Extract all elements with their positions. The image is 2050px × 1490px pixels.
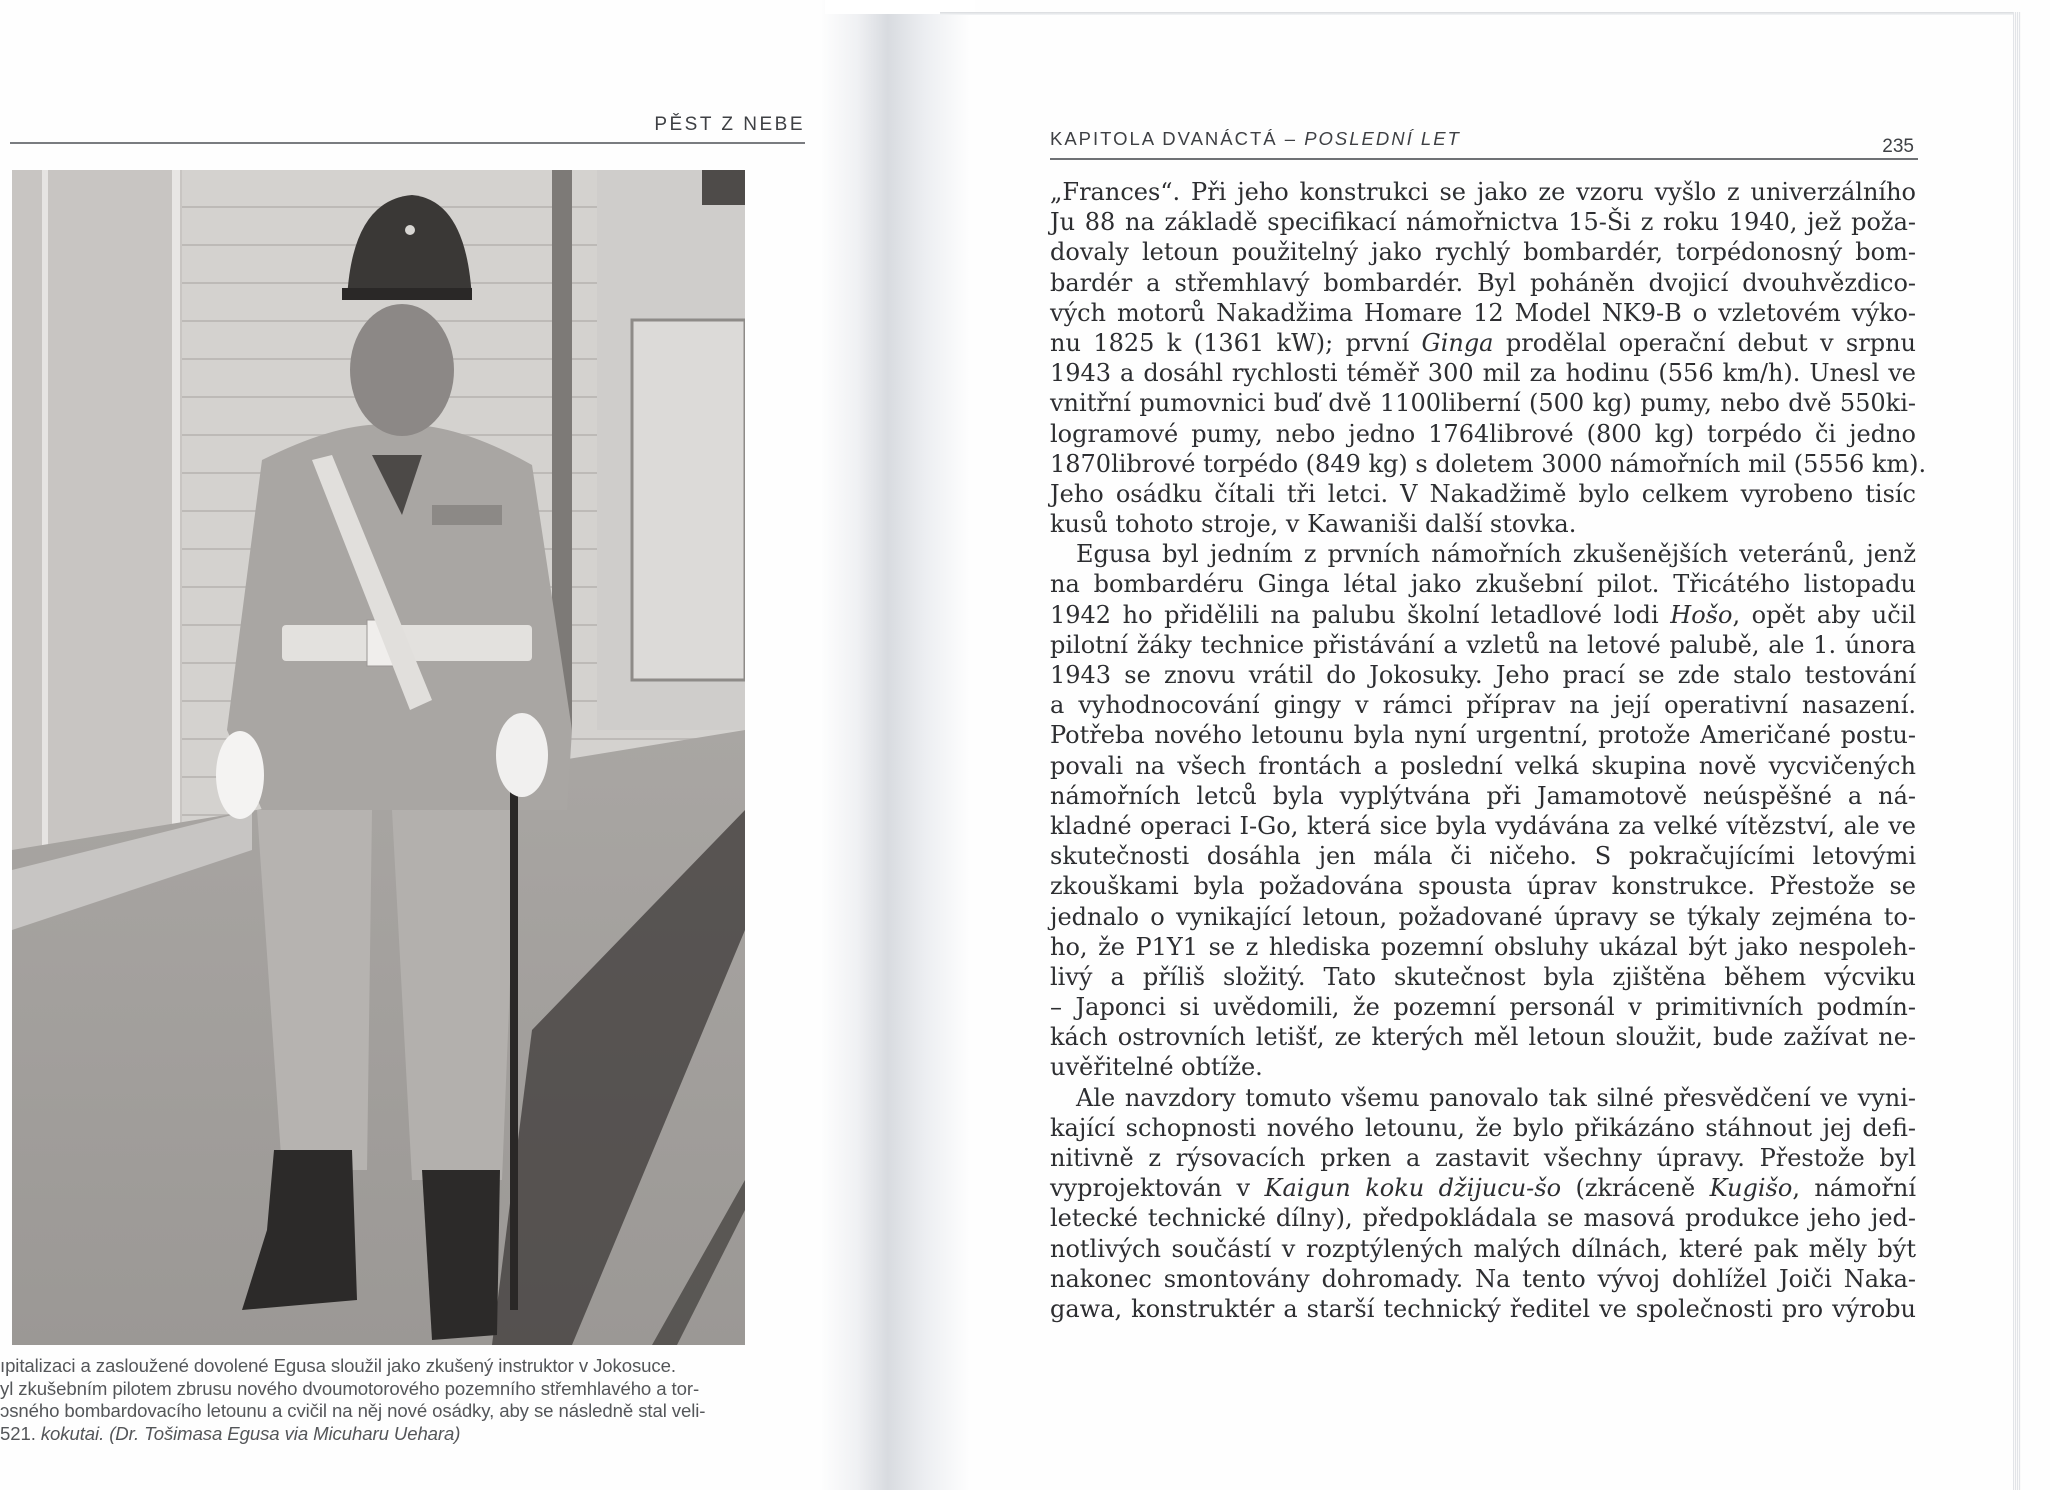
body-text — [1050, 177, 1927, 1324]
right-page-header — [1050, 120, 1918, 160]
text-line: Egusa byl jedním z prvních námořních zkušenějších veteránů, jenž — [1076, 540, 1916, 569]
text-line: Jeho osádku čítali tři letci. V Nakadžimě bylo celkem vyrobeno tisíc — [1050, 479, 1916, 508]
text-line: zkouškami byla požadována spousta úprav konstrukce. Přestože se — [1050, 872, 1916, 901]
text-line: povali na všech frontách a poslední velká skupina nově vycvičených — [1050, 751, 1916, 780]
text-line: kající schopnosti nového letounu, že bylo přikázáno stáhnout jej defi- — [1050, 1113, 1916, 1142]
text-line: 1942 ho přidělili na palubu školní letadlové lodi Hošo, opět aby učil — [1050, 600, 1916, 629]
text-line: kladné operaci I-Go, která sice byla vydávána za velké vítězství, ale ve — [1050, 811, 1916, 840]
text-line: kách ostrovních letišť, ze kterých měl letoun sloužit, bude zažívat ne- — [1050, 1023, 1916, 1052]
chapter-label: KAPITOLA DVANÁCTÁ – — [1050, 128, 1305, 149]
caption-prefix: 521. — [0, 1422, 41, 1444]
text-line: notlivých součástí v rozptýlených malých dílnách, které pak měly být — [1050, 1234, 1916, 1263]
text-line: dovaly letoun použitelný jako rychlý bombardér, torpédonosný bom- — [1050, 238, 1916, 267]
text-line: ho, že P1Y1 se z hlediska pozemní obsluhy ukázal být jako nespoleh- — [1050, 932, 1916, 961]
text-line: a vyhodnocování gingy v rámci příprav na její operativní nasazení. — [1050, 691, 1916, 720]
text-line: vých motorů Nakadžima Homare 12 Model NK9-B o vzletovém výko- — [1050, 298, 1916, 327]
text-line: Ju 88 na základě specifikací námořnictva 15-Ši z roku 1940, jež poža- — [1050, 208, 1916, 237]
text-line: skutečnosti dosáhla jen mála či ničeho. S pokračujícími letovými — [1050, 842, 1916, 871]
text-line: kusů tohoto stroje, v Kawaniši další stovka. — [1050, 510, 1577, 539]
text-line: gawa, konstruktér a starší technický ředitel ve společnosti pro výrobu — [1050, 1294, 1916, 1323]
text-line: pilotní žáky technice přistávání a vzletů na letové palubě, ale 1. února — [1050, 630, 1916, 659]
text-line: nakonec smontovány dohromady. Na tento vývoj dohlížel Joiči Naka- — [1050, 1264, 1916, 1293]
text-line: 1943 a dosáhl rychlosti téměř 300 mil za hodinu (556 km/h). Unesl ve — [1050, 359, 1916, 388]
text-line: námořních letců byla vyplýtvána při Jamamotově neúspěšné a ná- — [1050, 781, 1916, 810]
text-line: livý a příliš složitý. Tato skutečnost byla zjištěna během výcviku — [1050, 962, 1916, 991]
caption-line: yl zkušebním pilotem zbrusu nového dvoumotorového pozemního střemhlavého a tor- — [0, 1377, 700, 1399]
caption-credit: kokutai. (Dr. Tošimasa Egusa via Micuharu Uehara) — [40, 1422, 461, 1444]
chapter-title — [1050, 128, 1461, 150]
text-line: nu 1825 k (1361 kW); první Ginga prodělal operační debut v srpnu — [1050, 328, 1916, 357]
text-line: – Japonci si uvědomili, že pozemní personál v primitivních podmín- — [1050, 993, 1916, 1022]
text-line: 1943 se znovu vrátil do Jokosuky. Jeho prací se zde stalo testování — [1050, 661, 1916, 689]
text-line: uvěřitelné obtíže. — [1050, 1053, 1263, 1082]
text-line: vyprojektován v Kaigun koku džijucu-šo (zkráceně Kugišo, námořní — [1050, 1174, 1916, 1203]
running-title: PĚST Z NEBE — [654, 114, 805, 135]
officer-photo — [12, 170, 745, 1345]
book-gutter-shadow — [820, 0, 970, 1490]
text-line: 1870librové torpédo (849 kg) s doletem 3000 námořních mil (5556 km). — [1050, 449, 1927, 478]
caption-line — [0, 1423, 800, 1446]
photo-caption — [0, 1355, 800, 1445]
caption-line: ɔsného bombardovacího letounu a cvičil na něj nové osádky, aby se následně stal veli- — [0, 1400, 706, 1421]
chapter-subtitle: POSLEDNÍ LET — [1304, 128, 1461, 149]
text-line: „Frances“. Při jeho konstrukci se jako ze vzoru vyšlo z univerzálního — [1050, 178, 1916, 206]
text-line: Ale navzdory tomuto všemu panovalo tak silné přesvědčení ve vyni- — [1076, 1083, 1916, 1112]
page-number: 235 — [1882, 136, 1914, 157]
text-line: letecké technické dílny), předpokládala se masová produkce jeho jed- — [1050, 1204, 1916, 1233]
text-line: jednalo o vynikající letoun, požadované úpravy se týkaly zejména to- — [1050, 902, 1916, 931]
text-line: nitivně z rýsovacích prken a zastavit všechny úpravy. Přestože byl — [1050, 1144, 1916, 1172]
photo-illustration — [12, 170, 745, 1345]
text-line: na bombardéru Ginga létal jako zkušební pilot. Třicátého listopadu — [1050, 570, 1916, 599]
caption-line: ıpitalizaci a zasloužené dovolené Egusa sloužil jako zkušený instruktor v Jokosuce. — [0, 1355, 676, 1376]
right-page-side-edge — [2013, 12, 2021, 1490]
text-line: vnitřní pumovnici buď dvě 1100liberní (500 kg) pumy, nebo dvě 550ki- — [1050, 389, 1916, 418]
text-line: bardér a střemhlavý bombardér. Byl poháněn dvojicí dvouhvězdico- — [1050, 268, 1916, 297]
text-line: Potřeba nového letounu byla nyní urgentní, protože Američané postu- — [1050, 721, 1916, 750]
text-line: logramové pumy, nebo jedno 1764librové (800 kg) torpédo či jedno — [1050, 419, 1916, 448]
right-page-top-edge — [940, 12, 2015, 15]
left-page-header — [10, 112, 805, 144]
